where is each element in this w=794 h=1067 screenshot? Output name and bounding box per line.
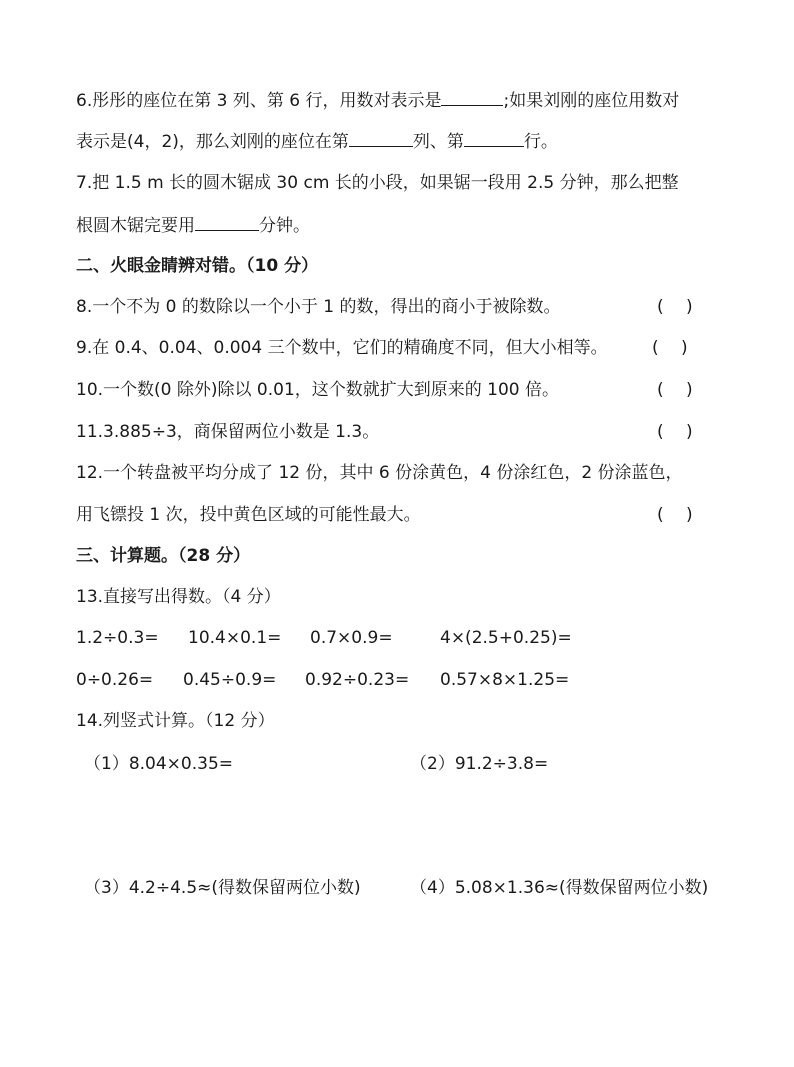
- question-7-line-2: [76, 213, 310, 237]
- oral-calc-item: 10.4×0.1=: [188, 628, 282, 648]
- question-12-line-2: 用飞镖投 1 次，投中黄色区域的可能性最大。: [76, 505, 421, 525]
- vertical-calc-problem-1: （1）8.04×0.35=: [84, 754, 234, 774]
- question-7-text-b: 分钟。: [259, 216, 310, 236]
- answer-blank[interactable]: [441, 88, 503, 106]
- oral-calc-item: 1.2÷0.3=: [76, 628, 159, 648]
- question-6-line-1: [76, 88, 679, 112]
- judgement-parentheses[interactable]: ( ): [657, 380, 693, 400]
- question-6-text-b: ;如果刘刚的座位用数对: [503, 91, 680, 111]
- question-6-text-d: 列、第: [412, 132, 464, 152]
- oral-calc-item: 4×(2.5+0.25)=: [440, 628, 572, 648]
- question-6-text-a: 6.彤彤的座位在第 3 列、第 6 行，用数对表示是: [76, 91, 442, 111]
- vertical-calc-problem-3: （3）4.2÷4.5≈(得数保留两位小数): [84, 878, 361, 898]
- question-6-text-e: 行。: [523, 132, 558, 152]
- judgement-parentheses[interactable]: ( ): [657, 505, 693, 525]
- question-8: 8.一个不为 0 的数除以一个小于 1 的数，得出的商小于被除数。: [76, 297, 561, 317]
- judgement-parentheses[interactable]: ( ): [657, 297, 693, 317]
- question-6-text-c: 表示是(4，2)，那么刘刚的座位在第: [76, 132, 349, 152]
- oral-calc-item: 0.57×8×1.25=: [440, 670, 570, 690]
- oral-calc-item: 0.7×0.9=: [310, 628, 393, 648]
- answer-blank[interactable]: [349, 129, 413, 147]
- section-2-heading: 二、火眼金睛辨对错。（10 分）: [76, 256, 319, 276]
- question-11: 11.3.885÷3，商保留两位小数是 1.3。: [76, 422, 380, 442]
- answer-blank[interactable]: [195, 213, 259, 231]
- question-9: 9.在 0.4、0.04、0.004 三个数中，它们的精确度不同，但大小相等。: [76, 338, 608, 358]
- question-7-text-a: 根圆木锯完要用: [76, 216, 195, 236]
- question-7-line-1: 7.把 1.5 m 长的圆木锯成 30 cm 长的小段，如果锯一段用 2.5 分钟，那么把整: [76, 173, 679, 193]
- question-6-line-2: [76, 129, 558, 153]
- vertical-calc-problem-4: （4）5.08×1.36≈(得数保留两位小数): [410, 878, 709, 898]
- answer-blank[interactable]: [464, 129, 524, 147]
- question-14-title: 14.列竖式计算。（12 分）: [76, 711, 275, 731]
- judgement-parentheses[interactable]: ( ): [652, 338, 688, 358]
- judgement-parentheses[interactable]: ( ): [657, 422, 693, 442]
- question-12-line-1: 12.一个转盘被平均分成了 12 份，其中 6 份涂黄色，4 份涂红色，2 份涂蓝色，: [76, 463, 683, 483]
- oral-calc-item: 0÷0.26=: [76, 670, 154, 690]
- question-13-title: 13.直接写出得数。（4 分）: [76, 587, 281, 607]
- section-3-heading: 三、计算题。（28 分）: [76, 546, 251, 566]
- question-10: 10.一个数(0 除外)除以 0.01，这个数就扩大到原来的 100 倍。: [76, 380, 560, 400]
- vertical-calc-problem-2: （2）91.2÷3.8=: [410, 754, 549, 774]
- oral-calc-item: 0.45÷0.9=: [183, 670, 277, 690]
- oral-calc-item: 0.92÷0.23=: [305, 670, 410, 690]
